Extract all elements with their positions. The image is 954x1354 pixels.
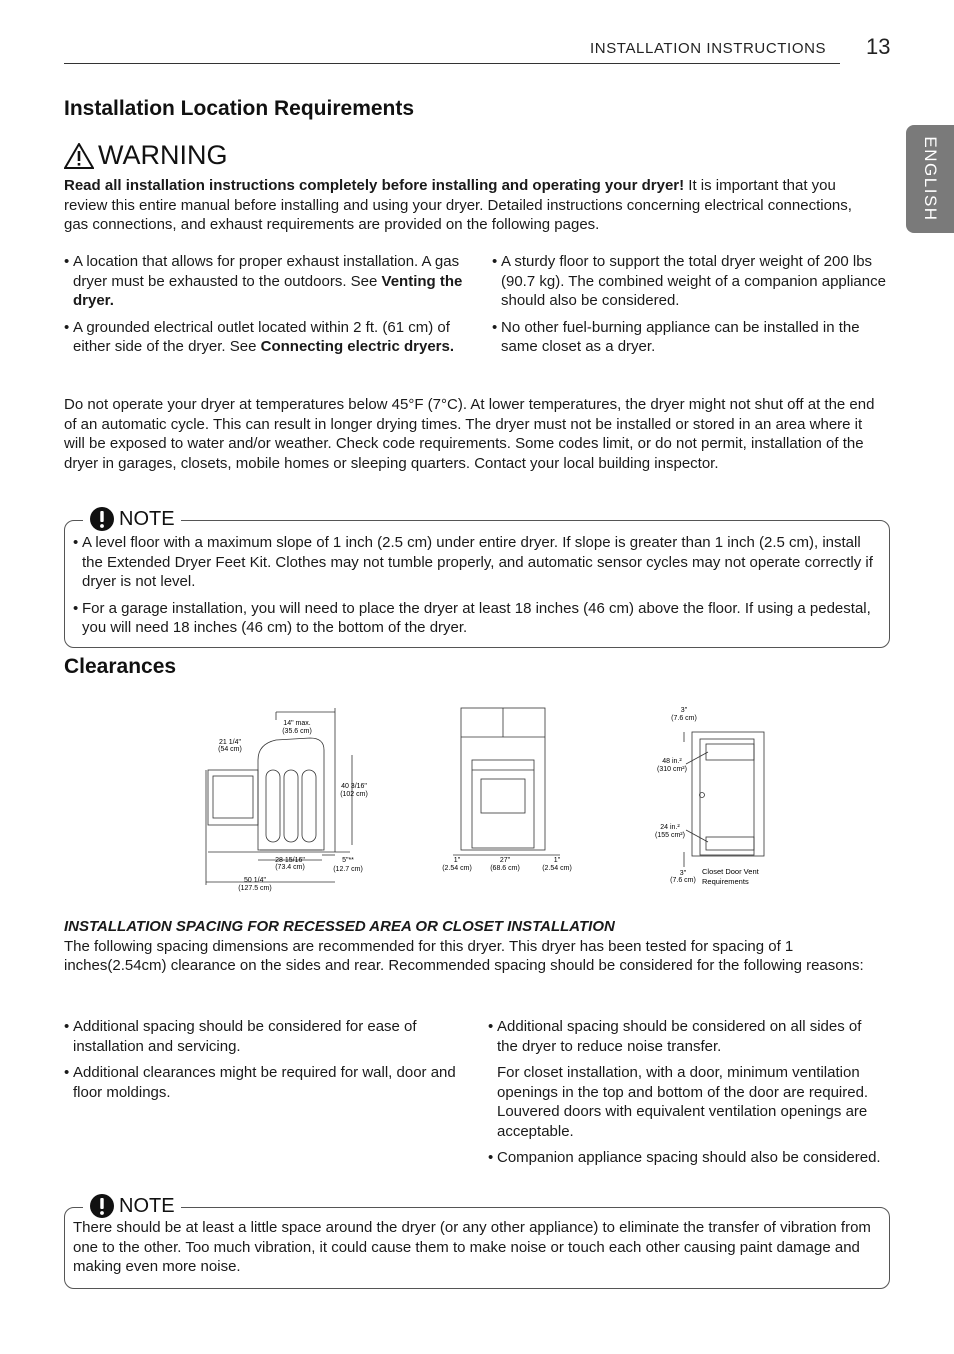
list-item: • Additional spacing should be considered for ease of installation and servicing.	[64, 1017, 464, 1056]
header-rule	[64, 63, 840, 64]
temperature-paragraph: Do not operate your dryer at temperatures below 45°F (7°C). At lower temperatures, the dryer might not shut off at the end of an automatic cycle. This can result in longer drying times. The dryer must not be installed or stored in an area where it will be exposed to water and/or weather. Check code requirements. Some codes limit, or do not permit, installation of the dryer in garages, closets, mobile homes or sleeping quarters. Contact your local building inspector.	[64, 396, 875, 472]
note-label-2: NOTE	[83, 1193, 181, 1219]
language-tab-label: ENGLISH	[921, 136, 940, 222]
dim-total-cm: (127.5 cm)	[238, 885, 272, 892]
dim-body-depth: 28 15/16"	[275, 857, 305, 864]
warning-triangle-icon	[64, 143, 94, 169]
list-item: • A sturdy floor to support the total dryer weight of 200 lbs (90.7 kg). The combined weight of a companion appliance should also be considered.	[492, 252, 892, 311]
front-view-diagram	[435, 705, 580, 877]
dim-top-gap: 3"	[680, 707, 688, 714]
closet-paragraph: For closet installation, with a door, minimum ventilation openings in the top and bottom of the door are required. Louvered doors with equivalent ventilation openings are acceptable.	[497, 1064, 869, 1140]
door-caption-2: Requirements	[702, 877, 749, 886]
section-heading-clearances: Clearances	[64, 655, 177, 678]
list-item: • For a garage installation, you will need to place the dryer at least 18 inches (46 cm) above the floor. If using a pedestal, you will need 18 inches (46 cm) to the bottom of the dryer.	[73, 599, 877, 638]
dim-upper-vent-cm: (310 cm²)	[657, 766, 687, 773]
dim-top-gap-cm: (7.6 cm)	[671, 715, 697, 722]
dim-left-gap: 1"	[453, 857, 461, 864]
warning-bold-text: Read all installation instructions completely before installing and operating your dryer!	[64, 177, 685, 194]
dim-total: 50 1/4"	[244, 877, 266, 884]
running-header: INSTALLATION INSTRUCTIONS	[590, 40, 827, 57]
dim-top-max-cm: (35.6 cm)	[282, 728, 312, 735]
dim-depth: 21 1/4"	[219, 739, 241, 746]
location-bullets-left	[64, 252, 464, 364]
dim-width-cm: (68.6 cm)	[490, 865, 520, 872]
note-box-1	[64, 507, 890, 648]
note-body-2: There should be at least a little space around the dryer (or any other appliance) to eliminate the transfer of vibration from one to the other. Too much vibration, it could cause them to make noise or touch each other causing paint damage and making even more noise.	[73, 1219, 871, 1275]
location-bullets-right	[492, 252, 892, 364]
dim-rear-cm: (12.7 cm)	[333, 866, 363, 873]
note-box-2	[64, 1194, 890, 1289]
list-item: • A grounded electrical outlet located within 2 ft. (61 cm) of either side of the dryer. See Connecting electric dryers.	[64, 318, 464, 357]
list-item: • No other fuel-burning appliance can be installed in the same closet as a dryer.	[492, 318, 892, 357]
list-item: • Additional spacing should be considered on all sides of the dryer to reduce noise transfer.	[488, 1017, 883, 1056]
dim-bottom-gap: 3"	[679, 870, 687, 877]
dim-upper-vent: 48 in.²	[662, 758, 682, 765]
dim-height: 40 3/16"	[341, 783, 367, 790]
dim-left-gap-cm: (2.54 cm)	[442, 865, 472, 872]
dim-lower-vent-cm: (155 cm²)	[655, 832, 685, 839]
side-view-diagram	[200, 700, 380, 895]
warning-paragraph	[64, 176, 874, 235]
note-label-1: NOTE	[83, 506, 181, 532]
spacing-bullets-right	[488, 1017, 883, 1175]
spacing-intro: The following spacing dimensions are recommended for this dryer. This dryer has been tested for spacing of 1 inches(2.54cm) clearance on the sides and rear. Recommended spacing should be considered for the following reasons:	[64, 937, 864, 974]
section-heading-location: Installation Location Requirements	[64, 97, 415, 120]
page-number: 13	[866, 34, 891, 59]
list-item: • Additional clearances might be required for wall, door and floor moldings.	[64, 1063, 464, 1102]
dim-height-cm: (102 cm)	[340, 791, 368, 798]
spacing-bullets-left	[64, 1017, 464, 1109]
dim-body-depth-cm: (73.4 cm)	[275, 864, 305, 871]
dim-width: 27"	[499, 857, 511, 864]
language-tab	[906, 125, 954, 233]
exclamation-circle-icon	[89, 506, 115, 532]
note-body-1	[65, 521, 889, 653]
dim-right-gap-cm: (2.54 cm)	[542, 865, 572, 872]
exclamation-circle-icon	[89, 1193, 115, 1219]
list-item: • A location that allows for proper exhaust installation. A gas dryer must be exhausted to the outdoors. See Venting the dryer.	[64, 252, 464, 311]
list-item: • Companion appliance spacing should also be considered.	[488, 1148, 883, 1168]
warning-label: WARNING	[98, 140, 228, 170]
closet-door-diagram	[650, 702, 780, 892]
dim-bottom-gap-cm: (7.6 cm)	[670, 877, 696, 884]
dim-depth-cm: (54 cm)	[218, 746, 242, 753]
dim-rear: 5"**	[342, 857, 354, 864]
spacing-section	[64, 917, 894, 976]
warning-title	[64, 140, 228, 171]
dim-lower-vent: 24 in.²	[660, 824, 680, 831]
list-item: • A level floor with a maximum slope of 1 inch (2.5 cm) under entire dryer. If slope is greater than 1 inch (2.5 cm), install the Extended Dryer Feet Kit. Clothes may not tumble properly, and automatic sensor cycles may not operate correctly if dryer is not level.	[73, 533, 877, 592]
dim-top-max: 14" max.	[283, 720, 311, 727]
spacing-heading: INSTALLATION SPACING FOR RECESSED AREA OR CLOSET INSTALLATION	[64, 918, 615, 935]
door-caption-1: Closet Door Vent	[702, 867, 759, 876]
warning-text: It is important that you review this entire manual before installing and using your dryer. Detailed instructions concerning electrical connections, gas connections, and exhaust requirements are provided on the following pages.	[64, 177, 852, 233]
dim-right-gap: 1"	[553, 857, 561, 864]
